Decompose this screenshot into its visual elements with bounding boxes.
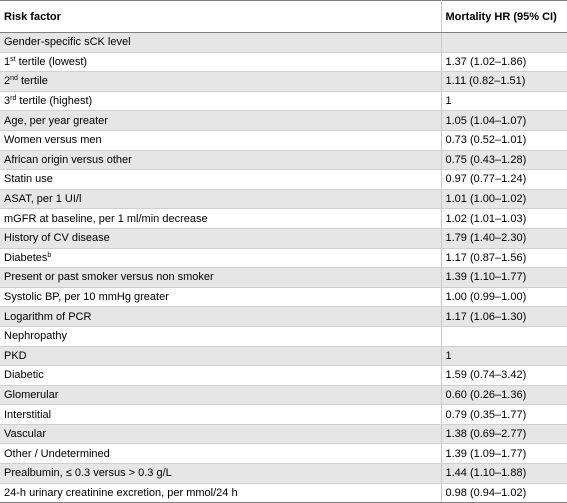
mortality-hr-cell: 1.39 (1.09–1.77) [441, 444, 567, 464]
mortality-hr-cell: 1.38 (0.69–2.77) [441, 424, 567, 444]
table-row [0, 52, 567, 72]
risk-factor-cell: Glomerular [0, 385, 441, 405]
risk-factor-label-suffix: tertile (lowest) [15, 55, 88, 68]
mortality-hr-cell: 1.17 (0.87–1.56) [441, 248, 567, 268]
table-row [0, 366, 567, 386]
mortality-hr-cell: 0.98 (0.94–1.02) [441, 483, 567, 503]
risk-factor-cell: Logarithm of PCR [0, 307, 441, 327]
table-row [0, 72, 567, 92]
mortality-hr-cell: 1.00 (0.99–1.00) [441, 287, 567, 307]
mortality-hr-cell: 1.37 (1.02–1.86) [441, 52, 567, 72]
risk-factor-superscript: rd [10, 95, 17, 103]
table-row [0, 228, 567, 248]
table-row [0, 170, 567, 190]
risk-factor-cell [0, 52, 441, 72]
risk-factor-cell: Nephropathy [0, 326, 441, 346]
table-row [0, 483, 567, 503]
table-row [0, 209, 567, 229]
mortality-hr-cell: 1.02 (1.01–1.03) [441, 209, 567, 229]
mortality-hr-cell: 1.11 (0.82–1.51) [441, 72, 567, 92]
mortality-hr-cell: 1.05 (1.04–1.07) [441, 111, 567, 131]
risk-factor-label: 3 [4, 95, 11, 108]
table-row [0, 91, 567, 111]
table-row [0, 287, 567, 307]
risk-factor-cell: Prealbumin, ≤ 0.3 versus > 0.3 g/L [0, 464, 441, 484]
mortality-hr-cell: 1.79 (1.40–2.30) [441, 228, 567, 248]
table-row [0, 444, 567, 464]
table-row [0, 405, 567, 425]
risk-factor-cell: Other / Undetermined [0, 444, 441, 464]
header-mortality-hr: Mortality HR (95% CI) [441, 1, 567, 33]
table-row [0, 385, 567, 405]
mortality-hr-cell: 1.17 (1.06–1.30) [441, 307, 567, 327]
risk-factor-cell: Systolic BP, per 10 mmHg greater [0, 287, 441, 307]
risk-factor-cell: Age, per year greater [0, 111, 441, 131]
risk-factor-cell: Present or past smoker versus non smoker [0, 268, 441, 288]
risk-factor-label: Diabetes [4, 251, 48, 264]
header-risk-factor: Risk factor [0, 1, 441, 33]
table-row [0, 307, 567, 327]
table-row [0, 464, 567, 484]
table-row [0, 33, 567, 53]
risk-factor-superscript: b [47, 251, 52, 259]
mortality-hr-cell: 1.59 (0.74–3.42) [441, 366, 567, 386]
mortality-hr-cell: 0.60 (0.26–1.36) [441, 385, 567, 405]
mortality-hr-cell: 0.97 (0.77–1.24) [441, 170, 567, 190]
risk-factor-cell [0, 248, 441, 268]
table-row [0, 189, 567, 209]
risk-factor-label: 1 [4, 55, 11, 68]
table-row [0, 248, 567, 268]
mortality-hr-cell [441, 326, 567, 346]
risk-factor-cell: ASAT, per 1 UI/l [0, 189, 441, 209]
table-row [0, 424, 567, 444]
risk-factor-cell: mGFR at baseline, per 1 ml/min decrease [0, 209, 441, 229]
risk-factor-cell: 24-h urinary creatinine excretion, per mmol/24 h [0, 483, 441, 503]
risk-factor-cell: Women versus men [0, 130, 441, 150]
risk-factor-cell [0, 91, 441, 111]
mortality-hr-cell: 1 [441, 91, 567, 111]
risk-factor-cell: African origin versus other [0, 150, 441, 170]
table-header-row [0, 1, 567, 33]
risk-factor-cell: Vascular [0, 424, 441, 444]
risk-factor-cell: Diabetic [0, 366, 441, 386]
mortality-hr-cell: 1.44 (1.10–1.88) [441, 464, 567, 484]
mortality-hr-cell: 0.79 (0.35–1.77) [441, 405, 567, 425]
table-row [0, 111, 567, 131]
risk-factor-cell [0, 72, 441, 92]
risk-factor-label-suffix: tertile (highest) [16, 95, 93, 108]
mortality-hr-cell [441, 33, 567, 53]
risk-factor-cell: Interstitial [0, 405, 441, 425]
risk-factor-label: 2 [4, 75, 11, 88]
risk-factor-superscript: st [10, 55, 16, 63]
risk-factor-superscript: nd [10, 75, 18, 83]
risk-factor-cell: Gender-specific sCK level [0, 33, 441, 53]
table-row [0, 130, 567, 150]
risk-factor-cell: Statin use [0, 170, 441, 190]
risk-factor-cell: PKD [0, 346, 441, 366]
mortality-hr-cell: 0.73 (0.52–1.01) [441, 130, 567, 150]
mortality-hr-cell: 1.39 (1.10–1.77) [441, 268, 567, 288]
table-row [0, 346, 567, 366]
mortality-hr-cell: 1.01 (1.00–1.02) [441, 189, 567, 209]
risk-factor-cell: History of CV disease [0, 228, 441, 248]
table-row [0, 326, 567, 346]
table-row [0, 268, 567, 288]
table-row [0, 150, 567, 170]
risk-factor-label-suffix: tertile [17, 75, 48, 88]
mortality-hr-cell: 1 [441, 346, 567, 366]
mortality-hr-cell: 0.75 (0.43–1.28) [441, 150, 567, 170]
